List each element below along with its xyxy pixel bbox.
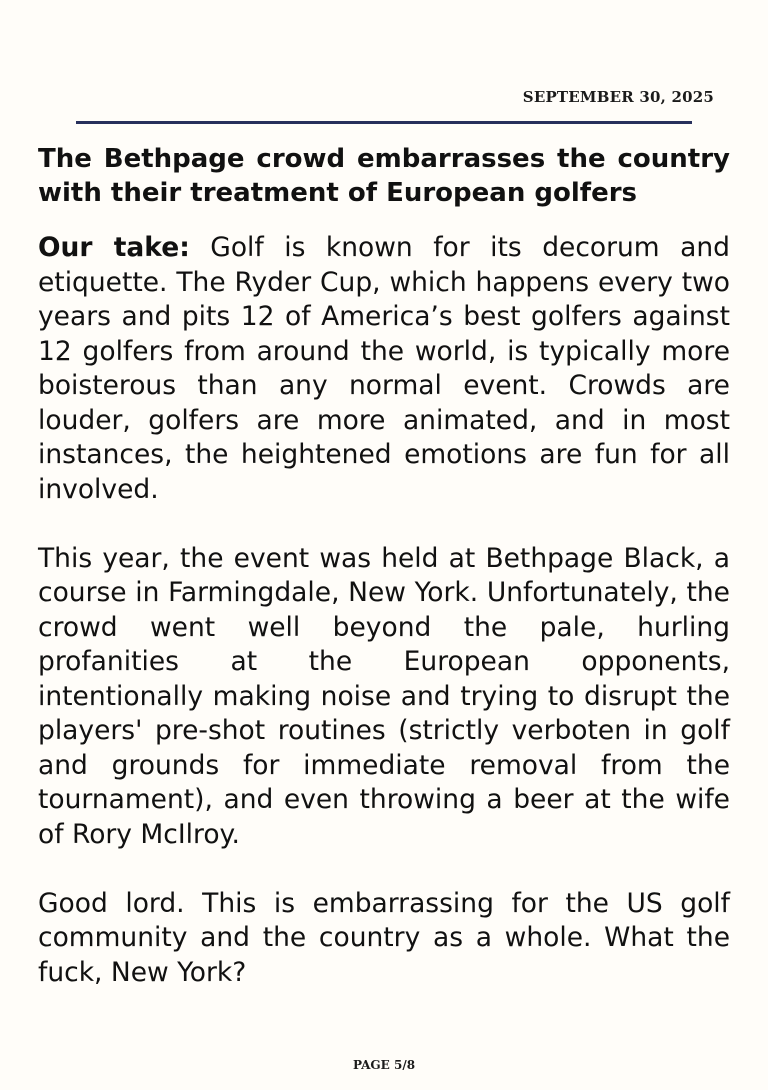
article-paragraph-2: This year, the event was held at Bethpage Black, a course in Farmingdale, New York. Unfortunately, the crowd went well beyond the pale, hurling profanities at the European opponents, intentionally making noise and trying to disrupt the players' pre-shot routines (strictly verboten in golf and grounds for immediate removal from the tournament), and even throwing a beer at the wife of Rory McIlroy. — [38, 542, 730, 850]
lead-label: Our take: — [38, 232, 190, 263]
article-body — [38, 231, 730, 1025]
header-divider — [76, 121, 692, 124]
article-headline: The Bethpage crowd embarrasses the country with their treatment of European golfers — [38, 144, 730, 208]
article-paragraph-1 — [38, 231, 730, 507]
article-date: SEPTEMBER 30, 2025 — [522, 88, 714, 106]
paragraph-1-text: Golf is known for its decorum and etiquette. The Ryder Cup, which happens every two years and pits 12 of America’s best golfers against 12 golfers from around the world, is typically more boisterous than any normal event. Crowds are louder, golfers are more animated, and in most instances, the heightened emotions are fun for all involved. — [38, 232, 730, 505]
article-paragraph-3: Good lord. This is embarrassing for the US golf community and the country as a whole. What the fuck, New York? — [38, 887, 730, 988]
page-number: PAGE 5/8 — [352, 1058, 416, 1072]
